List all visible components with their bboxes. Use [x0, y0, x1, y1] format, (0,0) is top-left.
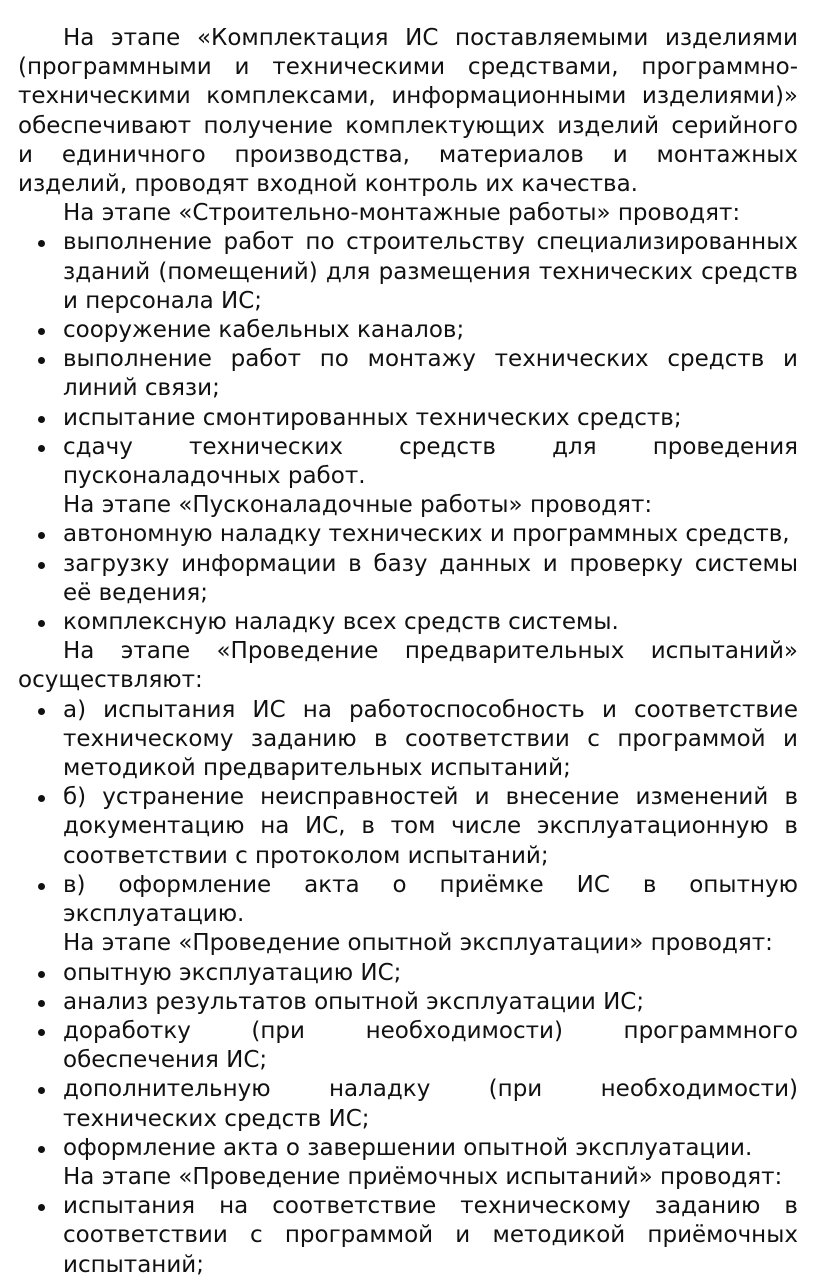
- bullet-list: [18, 228, 798, 491]
- bullet-list: [18, 520, 798, 637]
- list-item-text: анализ результатов опытной эксплуатации ИС;: [63, 988, 645, 1015]
- list-item-text: автономную наладку технических и программных средств,: [63, 521, 790, 548]
- list-item: [18, 696, 798, 784]
- bullet-icon: [38, 1000, 45, 1007]
- bullet-icon: [38, 357, 45, 364]
- list-item-text: дополнительную наладку (при необходимости) технических средств ИС;: [63, 1076, 798, 1132]
- bullet-list: [18, 959, 798, 1163]
- list-item: [18, 959, 798, 988]
- list-item-text: опытную эксплуатацию ИС;: [63, 959, 402, 986]
- list-item-text: в) оформление акта о приёмке ИС в опытную эксплуатацию.: [63, 871, 798, 928]
- bullet-icon: [38, 445, 45, 452]
- list-item-text: а) испытания ИС на работоспособность и соответствие техническому заданию в соответствии с программой и методикой предварительных испытаний;: [63, 696, 798, 782]
- bullet-icon: [38, 328, 45, 335]
- list-item-text: б) устранение неисправностей и внесение изменений в документацию на ИС, в том числе эксплуатационную в соответствии с протоколом испытаний;: [63, 784, 798, 869]
- list-item: [18, 988, 798, 1017]
- list-item: [18, 345, 798, 403]
- list-item-text: сдачу технических средств для проведения пусконаладочных работ.: [63, 433, 798, 490]
- list-item: [18, 1075, 798, 1133]
- list-item: [18, 316, 798, 345]
- bullet-list: [18, 1192, 798, 1280]
- list-item: [18, 433, 798, 491]
- bullet-icon: [38, 1029, 45, 1036]
- section-intro-paragraph: На этапе «Проведение опытной эксплуатации» проводят:: [63, 930, 773, 957]
- section-intro-paragraph: На этапе «Строительно-монтажные работы» проводят:: [63, 200, 741, 227]
- list-item: [18, 404, 798, 433]
- bullet-icon: [38, 795, 45, 802]
- bullet-icon: [38, 1204, 45, 1211]
- section-intro-paragraph: На этапе «Комплектация ИС поставляемыми изделиями (программными и техническими средствами, программно-техническими комплексами, информационными изделиями)» обеспечивают получение комплектующих изделий серийного и единичного производства, материалов и монтажных изделий, проводят входной контроль их качества.: [18, 25, 798, 198]
- list-item: [18, 520, 798, 549]
- list-item: [18, 1017, 798, 1075]
- bullet-icon: [38, 883, 45, 890]
- list-item: [18, 1192, 798, 1280]
- list-item-text: сооружение кабельных каналов;: [63, 317, 465, 344]
- bullet-icon: [38, 620, 45, 627]
- list-item: [18, 550, 798, 608]
- list-item: [18, 1134, 798, 1163]
- section-intro-paragraph: На этапе «Проведение приёмочных испытаний» проводят:: [63, 1163, 783, 1190]
- list-item-text: загрузку информации в базу данных и проверку системы её ведения;: [63, 550, 798, 606]
- bullet-list: [18, 696, 798, 930]
- bullet-icon: [38, 1146, 45, 1153]
- list-item-text: доработку (при необходимости) программного обеспечения ИС;: [63, 1017, 798, 1074]
- list-item: [18, 783, 798, 871]
- bullet-icon: [38, 532, 45, 539]
- bullet-icon: [38, 971, 45, 978]
- bullet-icon: [38, 1087, 45, 1094]
- list-item-text: комплексную наладку всех средств системы.: [63, 609, 619, 636]
- section-intro-paragraph: На этапе «Пусконаладочные работы» проводят:: [63, 492, 653, 519]
- bullet-icon: [38, 562, 45, 569]
- bullet-icon: [38, 240, 45, 247]
- list-item: [18, 871, 798, 929]
- list-item: [18, 608, 798, 637]
- list-item-text: оформление акта о завершении опытной эксплуатации.: [63, 1134, 753, 1161]
- list-item-text: испытание смонтированных технических средств;: [63, 404, 682, 431]
- bullet-icon: [38, 416, 45, 423]
- list-item-text: выполнение работ по монтажу технических средств и линий связи;: [63, 346, 798, 402]
- list-item-text: выполнение работ по строительству специализированных зданий (помещений) для размещения технических средств и персонала ИС;: [63, 229, 798, 314]
- section-intro-paragraph: На этапе «Проведение предварительных испытаний» осуществляют:: [18, 638, 798, 694]
- list-item: [18, 228, 798, 316]
- list-item-text: испытания на соответствие техническому заданию в соответствии с программой и методикой приёмочных испытаний;: [63, 1193, 798, 1278]
- bullet-icon: [38, 708, 45, 715]
